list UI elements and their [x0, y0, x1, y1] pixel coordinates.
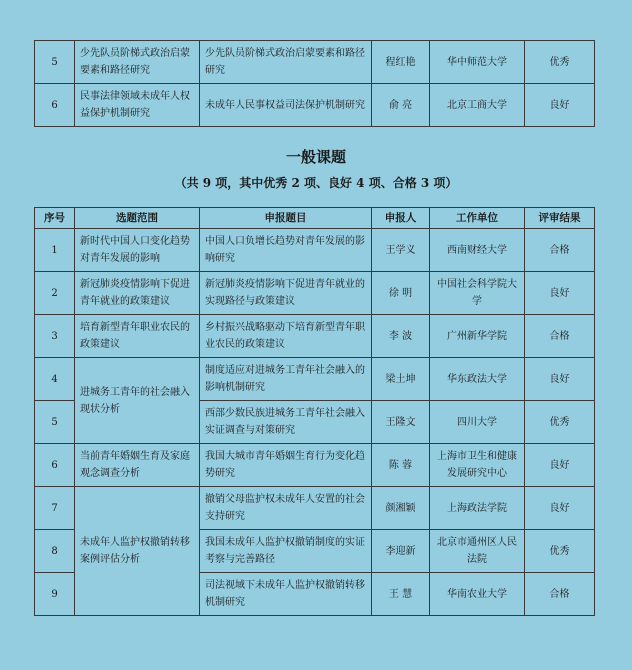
cell-no: 2: [35, 272, 75, 315]
cell-title: 少先队员阶梯式政治启蒙要素和路径研究: [200, 41, 372, 84]
table-header-row: [35, 208, 595, 229]
table-row: [35, 229, 595, 272]
cell-title: 制度适应对进城务工青年社会融入的影响机制研究: [200, 358, 372, 401]
cell-result: 良好: [525, 272, 595, 315]
cell-result: 优秀: [525, 530, 595, 573]
cell-applicant: 李 波: [372, 315, 430, 358]
cell-title: 乡村振兴战略驱动下培育新型青年职业农民的政策建议: [200, 315, 372, 358]
header-unit: 工作单位: [430, 208, 525, 229]
cell-no: 5: [35, 401, 75, 444]
cell-scope: 新冠肺炎疫情影响下促进青年就业的政策建议: [75, 272, 200, 315]
cell-no: 9: [35, 573, 75, 616]
cell-result: 优秀: [525, 41, 595, 84]
cell-no: 6: [35, 444, 75, 487]
cell-result: 良好: [525, 358, 595, 401]
cell-scope: 少先队员阶梯式政治启蒙要素和路径研究: [75, 41, 200, 84]
cell-title: 中国人口负增长趋势对青年发展的影响研究: [200, 229, 372, 272]
header-result: 评审结果: [525, 208, 595, 229]
cell-applicant: 颜湘颖: [372, 487, 430, 530]
cell-title: 撤销父母监护权未成年人安置的社会支持研究: [200, 487, 372, 530]
cell-no: 8: [35, 530, 75, 573]
cell-scope: 当前青年婚姻生育及家庭观念调查分析: [75, 444, 200, 487]
section-heading: 一般课题: [285, 148, 346, 166]
cell-no: 5: [35, 41, 75, 84]
table-row: [35, 41, 595, 84]
cell-scope: 培育新型青年职业农民的政策建议: [75, 315, 200, 358]
cell-unit: 华中师范大学: [430, 41, 525, 84]
cell-applicant: 程红艳: [372, 41, 430, 84]
table-row: [35, 487, 595, 530]
table-row: [35, 84, 595, 127]
cell-result: 合格: [525, 229, 595, 272]
general-projects-table: [34, 207, 595, 616]
cell-result: 合格: [525, 315, 595, 358]
header-no: 序号: [35, 208, 75, 229]
cell-scope: 进城务工青年的社会融入现状分析: [75, 358, 200, 444]
cell-applicant: 俞 亮: [372, 84, 430, 127]
cell-unit: 华南农业大学: [430, 573, 525, 616]
header-applicant: 申报人: [372, 208, 430, 229]
cell-applicant: 李迎新: [372, 530, 430, 573]
cell-no: 1: [35, 229, 75, 272]
cell-unit: 中国社会科学院大学: [430, 272, 525, 315]
table-row: [35, 315, 595, 358]
cell-no: 7: [35, 487, 75, 530]
cell-title: 司法视域下未成年人监护权撤销转移机制研究: [200, 573, 372, 616]
cell-result: 良好: [525, 487, 595, 530]
cell-applicant: 陈 蓉: [372, 444, 430, 487]
cell-applicant: 王隆文: [372, 401, 430, 444]
table-row: [35, 272, 595, 315]
cell-applicant: 徐 明: [372, 272, 430, 315]
cell-title: 我国大城市青年婚姻生育行为变化趋势研究: [200, 444, 372, 487]
section-subheading: （共 9 项，其中优秀 2 项、良好 4 项、合格 3 项）: [174, 176, 458, 190]
cell-unit: 上海市卫生和健康发展研究中心: [430, 444, 525, 487]
cell-title: 西部少数民族进城务工青年社会融入实证调查与对策研究: [200, 401, 372, 444]
cell-result: 良好: [525, 84, 595, 127]
cell-applicant: 王 慧: [372, 573, 430, 616]
cell-unit: 四川大学: [430, 401, 525, 444]
cell-result: 良好: [525, 444, 595, 487]
table-row: [35, 444, 595, 487]
cell-no: 3: [35, 315, 75, 358]
table-row: [35, 358, 595, 401]
cell-title: 新冠肺炎疫情影响下促进青年就业的实现路径与政策建议: [200, 272, 372, 315]
header-scope: 选题范围: [75, 208, 200, 229]
cell-unit: 北京市通州区人民法院: [430, 530, 525, 573]
previous-results-table: [34, 40, 595, 127]
cell-scope: 未成年人监护权撤销转移案例评估分析: [75, 487, 200, 616]
cell-no: 6: [35, 84, 75, 127]
cell-unit: 北京工商大学: [430, 84, 525, 127]
header-title: 申报题目: [200, 208, 372, 229]
cell-result: 合格: [525, 573, 595, 616]
cell-no: 4: [35, 358, 75, 401]
cell-unit: 广州新华学院: [430, 315, 525, 358]
cell-title: 我国未成年人监护权撤销制度的实证考察与完善路径: [200, 530, 372, 573]
cell-unit: 上海政法学院: [430, 487, 525, 530]
cell-applicant: 王学义: [372, 229, 430, 272]
cell-result: 优秀: [525, 401, 595, 444]
cell-title: 未成年人民事权益司法保护机制研究: [200, 84, 372, 127]
cell-unit: 华东政法大学: [430, 358, 525, 401]
cell-unit: 西南财经大学: [430, 229, 525, 272]
cell-scope: 新时代中国人口变化趋势对青年发展的影响: [75, 229, 200, 272]
cell-scope: 民事法律领域未成年人权益保护机制研究: [75, 84, 200, 127]
cell-applicant: 梁土坤: [372, 358, 430, 401]
